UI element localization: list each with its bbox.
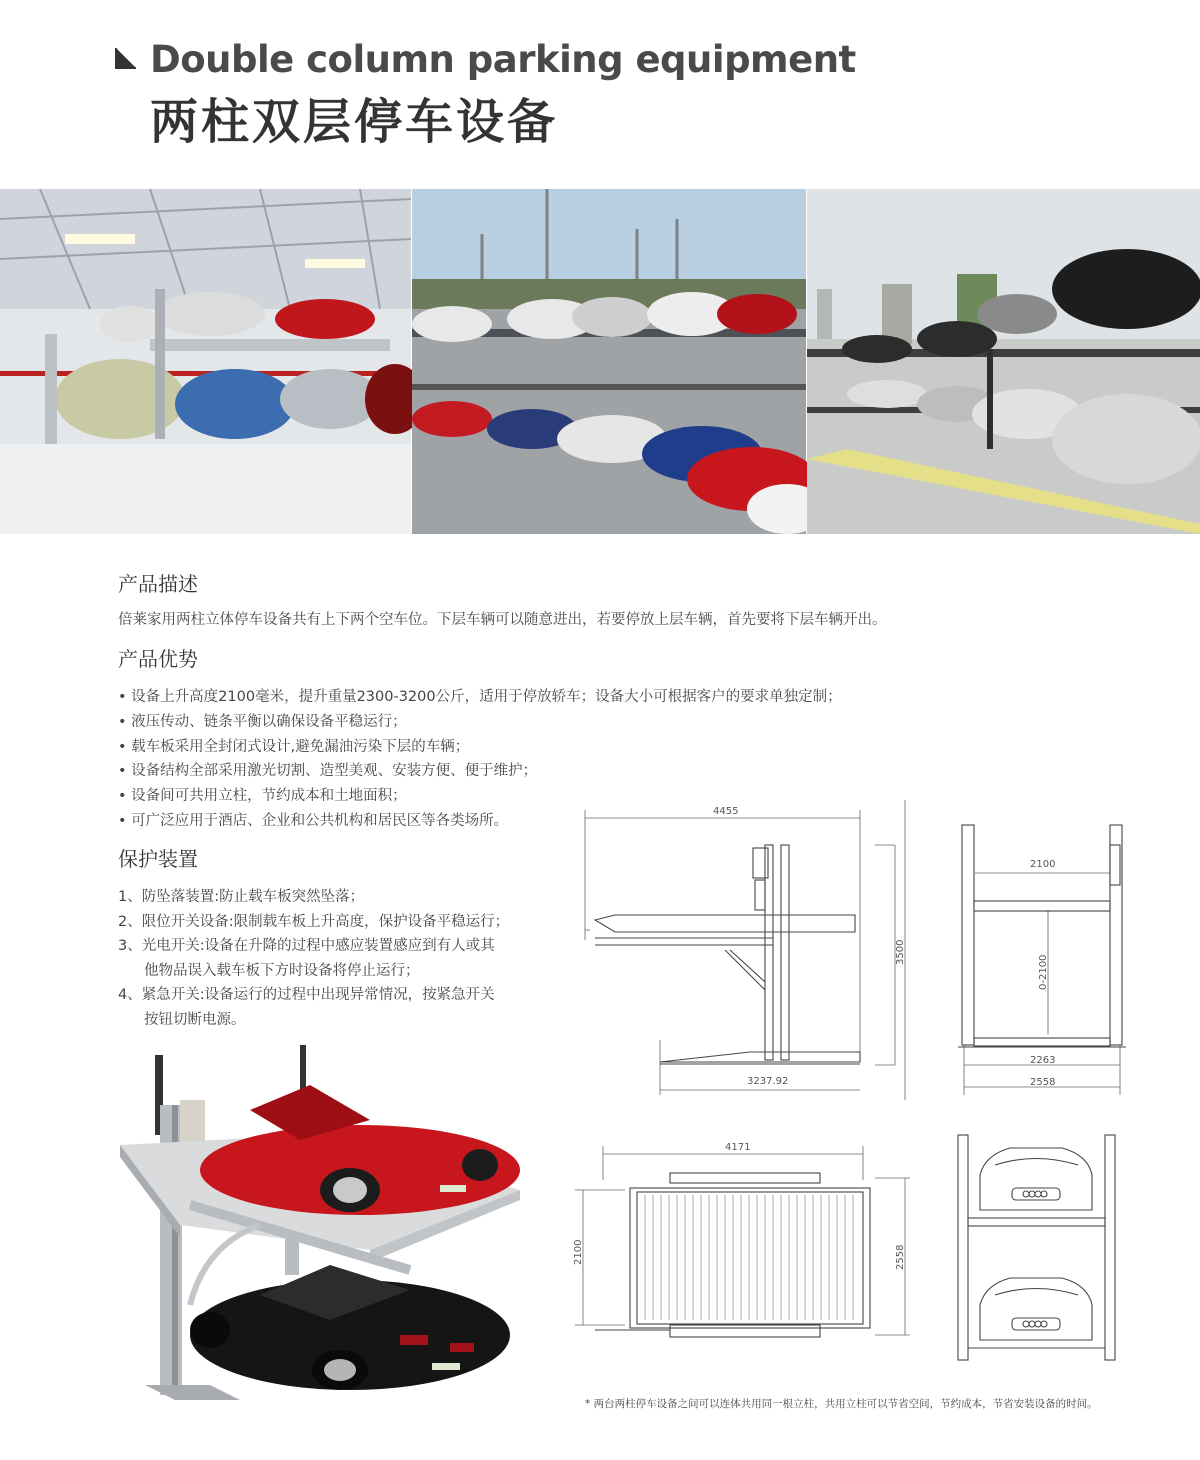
front-elevation-drawing [950,815,1130,1100]
side-top-dimension: 4455 [713,806,739,817]
footnote: * 两台两柱停车设备之间可以连体共用同一根立柱，共用立柱可以节省空间，节约成本，节省安装设备的时间。 [585,1398,1098,1410]
protection-item: 1、防坠落装置:防止载车板突然坠落； [118,889,365,905]
plan-width-left-dimension: 2100 [573,1239,584,1265]
protection-item: 4、紧急开关:设备运行的过程中出现异常情况，按紧急开关 [118,987,495,1004]
side-elevation-drawing [575,800,915,1100]
advantage-item: • 可广泛应用于酒店、企业和公共机构和居民区等各类场所。 [118,809,842,834]
advantage-item: • 设备结构全部采用激光切割、造型美观、安装方便、便于维护； [118,759,842,784]
product-render-illustration [110,1045,535,1415]
protection-item-continued: 他物品误入载车板下方时设备将停止运行； [144,962,420,979]
front-view-cars-drawing [950,1130,1125,1365]
black-car-illustration [190,1265,510,1390]
protection-list [118,885,588,1033]
advantages-heading: 产品优势 [118,647,198,671]
protection-heading: 保护装置 [118,847,198,871]
street-lot-photo [807,189,1200,534]
side-bottom-dimension: 3237.92 [747,1076,789,1087]
advantage-item: • 液压传动、链条平衡以确保设备平稳运行； [118,710,842,735]
front-total-dimension: 2558 [1030,1077,1056,1088]
advantage-item: • 设备上升高度2100毫米，提升重量2300-3200公斤，适用于停放轿车；设备大小可根据客户的要求单独定制； [118,685,842,710]
advantage-item: • 载车板采用全封闭式设计,避免漏油污染下层的车辆； [118,735,842,760]
description-heading: 产品描述 [118,572,198,596]
plan-view-drawing [575,1140,915,1345]
protection-item: 2、限位开关设备:限制载车板上升高度，保护设备平稳运行； [118,913,510,930]
title-chinese: 两柱双层停车设备 [150,94,559,150]
protection-item-continued: 按钮切断电源。 [144,1011,246,1028]
indoor-garage-photo [0,189,411,534]
protection-item: 3、光电开关:设备在升降的过程中感应装置感应到有人或其 [118,938,495,955]
red-car-illustration [200,1085,520,1215]
title-corner-marker-icon [116,48,136,68]
title-english: Double column parking equipment [150,38,856,81]
front-lift-dimension: 0-2100 [1038,954,1049,990]
description-text: 倍莱家用两柱立体停车设备共有上下两个空车位。下层车辆可以随意进出，若要停放上层车辆，首先要将下层车辆开出。 [118,612,887,628]
front-inner-dimension: 2100 [1030,859,1056,870]
advantage-item: • 设备间可共用立柱，节约成本和土地面积； [118,784,842,809]
front-base-dimension: 2263 [1030,1055,1056,1066]
outdoor-lot-photo [412,189,806,534]
plan-length-dimension: 4171 [725,1142,751,1153]
plan-width-right-dimension: 2558 [895,1244,906,1270]
side-height-dimension: 3500 [895,939,906,965]
